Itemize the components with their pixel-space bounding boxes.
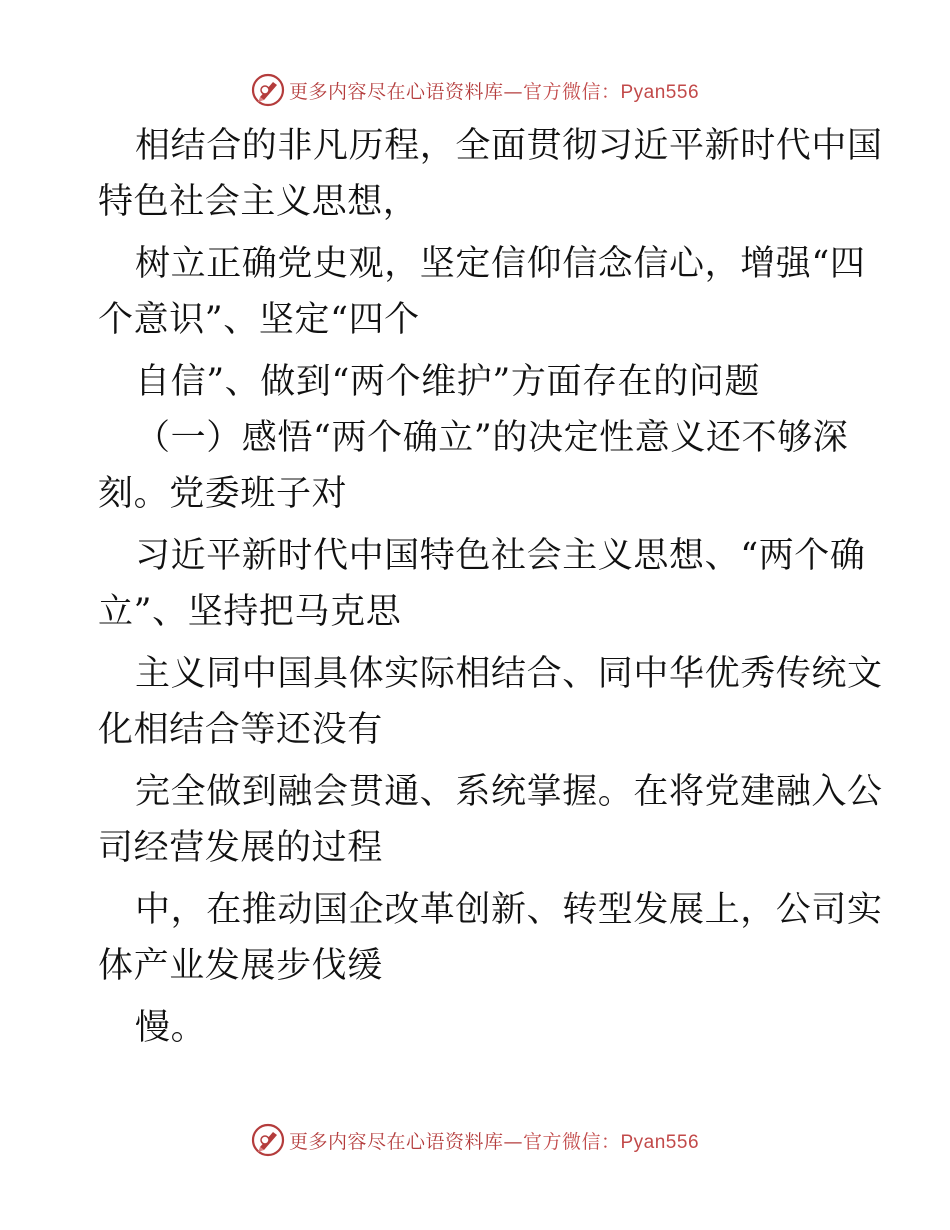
body-line: 自信”、做到“两个维护”方面存在的问题 (135, 362, 761, 402)
header-banner (0, 70, 950, 110)
banner-site-name: 更多内容尽在心语资料库 (288, 1130, 504, 1153)
pen-logo-icon (251, 1123, 285, 1157)
body-line: 特色社会主义思想， (98, 182, 419, 222)
body-line: 体产业发展步伐缓 (98, 946, 383, 986)
body-line: 化相结合等还没有 (98, 710, 383, 750)
pen-logo-icon (251, 73, 285, 107)
banner-dash: — (503, 1130, 523, 1153)
banner-wechat-label: 官方微信： (522, 1130, 621, 1153)
footer-banner (0, 1120, 950, 1160)
banner-wechat-label: 官方微信： (522, 80, 621, 103)
footer-banner-text (289, 1127, 699, 1154)
body-line: 立”、坚持把马克思 (98, 592, 402, 632)
body-line: 刻。党委班子对 (98, 474, 348, 514)
banner-wechat-id: Pyan556 (620, 1131, 700, 1153)
body-line: 主义同中国具体实际相结合、同中华优秀传统文 (135, 654, 883, 694)
body-line: 慢。 (135, 1008, 207, 1048)
body-line: 习近平新时代中国特色社会主义思想、“两个确 (135, 536, 866, 576)
body-line: （一）感悟“两个确立”的决定性意义还不够深 (135, 418, 849, 458)
body-line: 树立正确党史观，坚定信仰信念信心，增强“四 (135, 244, 866, 284)
header-banner-text (289, 77, 699, 104)
body-line: 相结合的非凡历程，全面贯彻习近平新时代中国 (135, 126, 883, 166)
banner-dash: — (503, 80, 523, 103)
body-line: 个意识”、坚定“四个 (98, 300, 420, 340)
banner-wechat-id: Pyan556 (620, 81, 700, 103)
body-line: 完全做到融会贯通、系统掌握。在将党建融入公 (135, 772, 883, 812)
body-line: 司经营发展的过程 (98, 828, 383, 868)
banner-site-name: 更多内容尽在心语资料库 (288, 80, 504, 103)
body-line: 中，在推动国企改革创新、转型发展上，公司实 (135, 890, 883, 930)
